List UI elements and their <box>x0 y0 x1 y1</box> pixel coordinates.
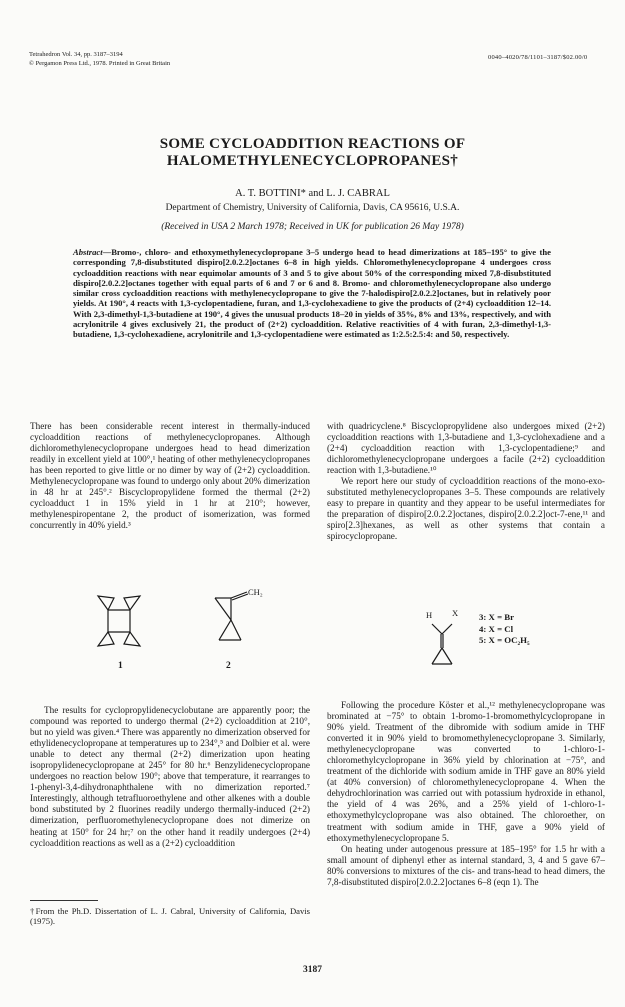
journal-line-2: © Pergamon Press Ltd., 1978. Printed in Great Britain <box>29 60 171 67</box>
title-line-2: HALOMETHYLENECYCLOPROPANES† <box>166 153 459 169</box>
right-paragraph-2: We report here our study of cycloaddition reactions of the mono-exo-substituted methylenecyclopropanes 3–5. These compounds are relatively easy to prepare in quantity and they appear to be useful intermediates for the preparation of dispiro[2.0.2.2]octanes, dispiro[2.0.2.2]oct-7-ene,¹¹ and spiro[2.3]hexanes, as well as other systems that contain a spirocyclopropane. <box>327 476 605 542</box>
results-paragraph: The results for cyclopropylidenecyclobutane are apparently poor; the compound was reported to undergo thermal (2+2) cycloaddition at 210°, but no yield was given.⁴ There was apparently no dimerization observed for ethylidenecyclopropane at temperatures up to 234°,⁵ and Dolbier et al. were unable to detect any thermal (2+2) dimerization upon heating isopropylidenecyclopropane at 245° for 80 hr.⁶ Benzylidenecyclopropane undergoes no reaction below 190°; above that temperature, it rearranges to 1-phenyl-3,4-dihydronaphthalene with no dimerization reported.⁷ Interestingly, although tetrafluoroethylene and other alkenes with a double bond substituted by 2 fluorines readily undergo thermally-induced (2+2) dimerization, perfluoromethylenecyclopropane does not dimerize on heating at 150° for 24 hr;⁷ on the other hand it readily undergoes (2+4) cycloaddition reactions as well as a (2+2) cycloaddition <box>30 705 310 848</box>
compound-list <box>479 612 530 647</box>
footnote-divider <box>30 900 98 901</box>
compound-4: 4: X = Cl <box>479 623 514 634</box>
page-number: 3187 <box>303 965 322 975</box>
compound-3: 3: X = Br <box>479 612 515 622</box>
title-line-1: SOME CYCLOADDITION REACTIONS OF <box>159 136 466 152</box>
heating-paragraph: On heating under autogenous pressure at 185–195° for 1.5 hr with a small amount of diphenyl ether as internal standard, 3, 4 and 5 gave 67–80% conversions to mixtures of the cis- and trans-head to head dimers, the 7,8-disubstituted dispiro[2.0.2.2]octanes 6–8 (eqn 1). The <box>327 843 605 887</box>
journal-citation <box>29 50 170 68</box>
structure-2-ch2: CH₂ <box>248 587 263 597</box>
footnote: †From the Ph.D. Dissertation of L. J. Cabral, University of California, Davis (1975). <box>30 906 310 927</box>
procedure-paragraph: Following the procedure Köster et al.,¹² methylenecyclopropane was brominated at −75° to obtain 1-bromo-1-bromomethylcyclopropane in 90% yield. Treatment of the dibromide with sodium amide in THF converted it in 90% yield to bromomethylenecyclopropane 3. Similarly, methylenecyclopropane was converted to 1-chloro-1-chloromethylcyclopropane in 36% yield by chlorination at −75°, and treatment of the dichloride with sodium amide in THF gave an 80% yield (at 40% conversion) of chloromethylenecyclopropane 4. When the dehydrochlorination was carried out with potassium hydroxide in ethanol, the yield of 4 was 26%, and a 25% yield of 1-chloro-1-ethoxymethylcyclopropane was also obtained. The chloroether, on treatment with sodium amide in THF, gave a 90% yield of ethoxymethylenecyclopropane 5. <box>327 700 605 843</box>
abstract-text: —Bromo-, chloro- and ethoxymethylenecyclopropane 3–5 undergo head to head dimerizations at 185–195° to give the corresponding 7,8-disubstituted dispiro[2.0.2.2]octanes 6–8 in high yields. Chloromethylenecyclopropane 4 undergoes cross cycloaddition reactions with near equimolar amounts of 3 and 5 to give about 50% of the corresponding mixed 7,8-disubstituted dispiro[2.0.2.2]octanes together with equal parts of 6 and 7 or 6 and 8. Bromo- and chloromethylenecyclopropane also undergo similar cross cycloaddition reactions with methylenecyclopropane to give the 7-halodispiro[2.0.2.2]octanes, but in relatively poor yields. At 190°, 4 reacts with 1,3-cyclopentadiene, furan, and 1,3-cyclohexadiene to give the products of (2+4) cycloaddition 12–14. With 2,3-dimethyl-1,3-butadiene at 190°, 4 gives the unusual products 18–20 in yields of 35%, 8% and 13%, respectively, and with acrylonitrile 4 gives exclusively 21, the product of (2+2) cycloaddition. Relative reactivities of 4 with furan, 2,3-dimethyl-1,3-butadiene, 1,3-cyclohexadiene, acrylonitrile and 1,3-cyclopentadiene were estimated as 1:2.5:2.5:4: and 50, respectively. <box>73 247 551 340</box>
structure-1-diagram <box>84 592 154 652</box>
abstract <box>73 247 551 340</box>
structure-2-diagram <box>205 588 265 652</box>
compound-5: 5: X = OC₂H₅ <box>479 635 530 645</box>
structure-h-atom: H <box>426 610 433 620</box>
journal-line-1: Tetrahedron Vol. 34, pp. 3187–3194 <box>29 51 123 58</box>
received-dates: (Received in USA 2 March 1978; Received in UK for publication 26 May 1978) <box>161 222 464 232</box>
left-column-bottom <box>30 705 310 849</box>
intro-paragraph: There has been considerable recent interest in thermally-induced cycloaddition reactions of methylenecyclopropanes. Although dichloromethylenecyclopropane undergoes head to head dimerization readily in excellent yield at 100°,¹ heating of other methylenecyclopropanes has been reported to give little or no dimer by way of (2+2) cycloaddition. Methylenecyclopropane was found to undergo only about 20% dimerization in 48 hr at 245°.² Biscyclopropylidene formed the thermal (2+2) cycloadduct 1 in 15% yield in 1 hr at 210°; however, methylenespiropentane 2, the product of isomerization, was formed concurrently in 40% yield.³ <box>30 421 310 531</box>
right-column-top <box>327 421 605 543</box>
affiliation: Department of Chemistry, University of California, Davis, CA 95616, U.S.A. <box>165 203 460 213</box>
left-column-top <box>30 421 310 531</box>
structure-1-label: 1 <box>118 661 123 671</box>
structure-2-label: 2 <box>226 661 231 671</box>
structure-x-atom: X <box>452 608 459 618</box>
abstract-label: Abstract <box>73 247 103 257</box>
authors: A. T. BOTTINI* and L. J. CABRAL <box>235 188 390 199</box>
right-paragraph-1: with quadricyclene.⁸ Biscyclopropylidene also undergoes mixed (2+2) cycloaddition reactions with 1,3-butadiene and 1,3-cyclohexadiene and a (2+4) cycloaddition reaction with 1,3-cyclopentadiene;⁹ and dichloromethylenecyclopropane undergoes a facile (2+2) cycloaddition reaction with 1,3-butadiene.¹⁰ <box>327 421 605 476</box>
article-code: 0040–4020/78/1101–3187/$02.00/0 <box>488 54 588 61</box>
paper-title <box>0 136 625 170</box>
right-column-bottom <box>327 700 605 888</box>
